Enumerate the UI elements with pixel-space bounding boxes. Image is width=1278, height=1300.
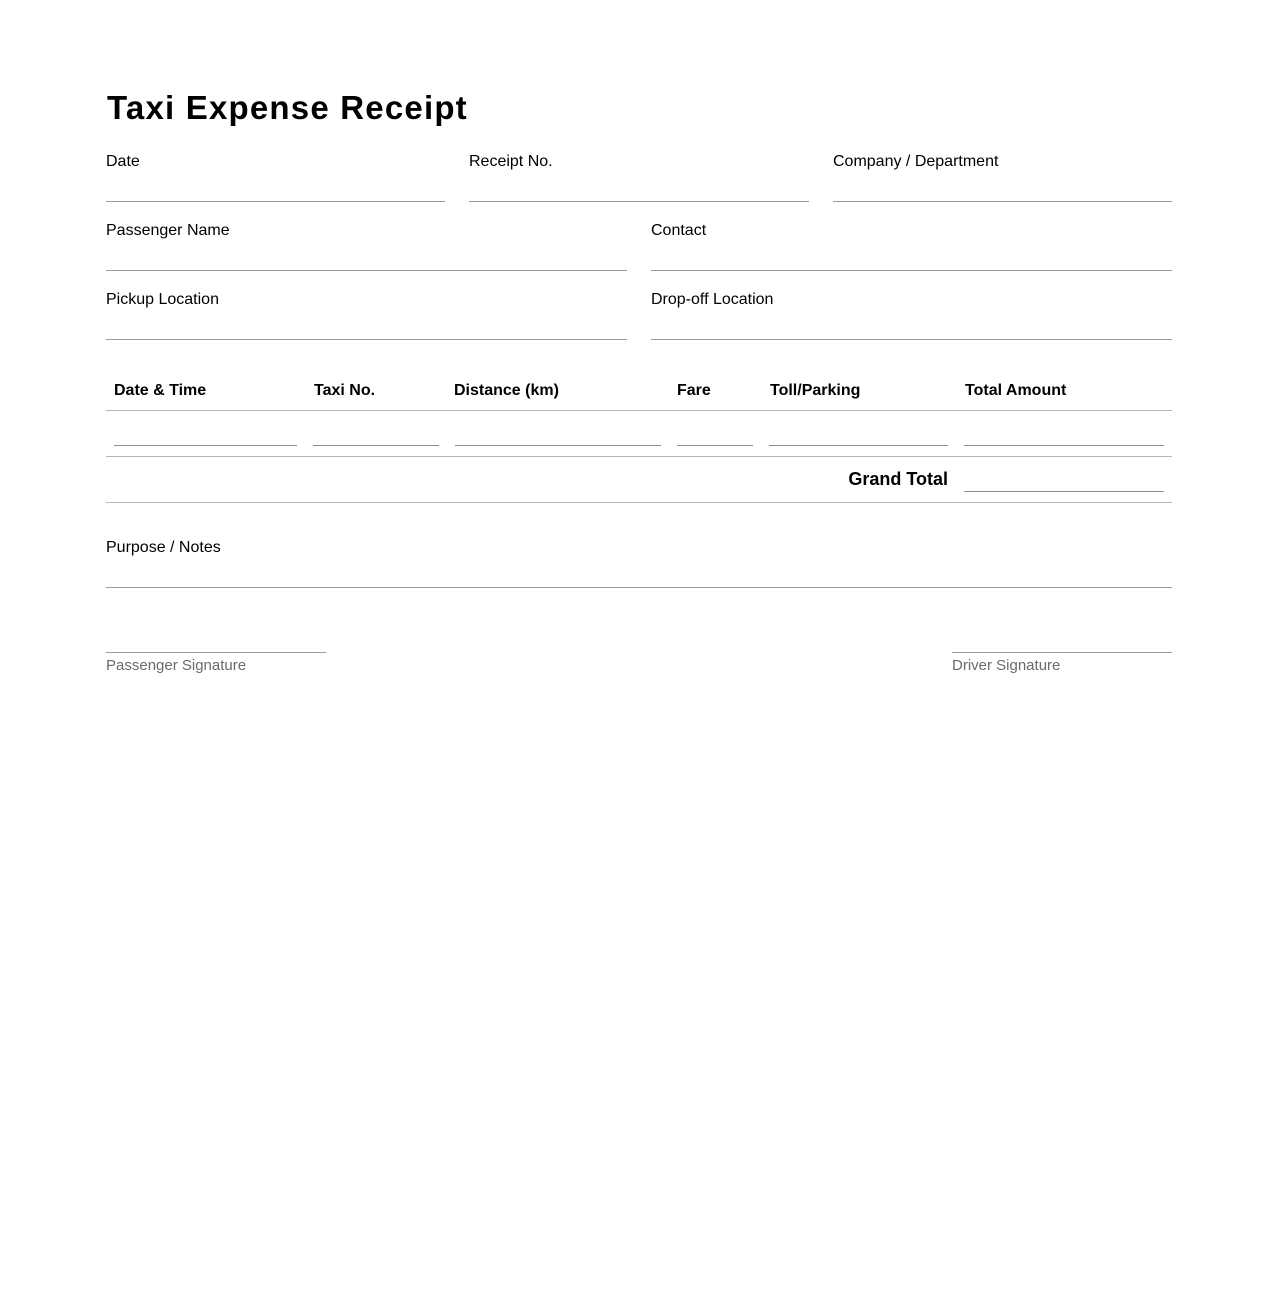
total-amount-input-line[interactable] <box>964 445 1164 446</box>
header-distance: Distance (km) <box>454 382 559 399</box>
header-total-amount: Total Amount <box>965 382 1067 399</box>
purpose-label: Purpose / Notes <box>106 539 221 556</box>
header-fare: Fare <box>677 382 711 399</box>
date-time-input-line[interactable] <box>114 445 297 446</box>
purpose-field[interactable] <box>106 538 1172 598</box>
passenger-name-field[interactable] <box>106 221 627 281</box>
dropoff-input-line[interactable] <box>651 339 1172 340</box>
date-input-line[interactable] <box>106 201 445 202</box>
table-footer-divider <box>106 502 1172 503</box>
company-field[interactable] <box>833 152 1172 212</box>
company-label: Company / Department <box>833 153 999 170</box>
taxi-no-input-line[interactable] <box>313 445 439 446</box>
pickup-input-line[interactable] <box>106 339 627 340</box>
fare-input-line[interactable] <box>677 445 753 446</box>
grand-total-label: Grand Total <box>848 469 948 489</box>
receipt-no-field[interactable] <box>469 152 809 212</box>
passenger-signature-label: Passenger Signature <box>106 657 247 674</box>
header-date-time: Date & Time <box>114 382 207 399</box>
table-row-divider <box>106 456 1172 457</box>
date-field[interactable] <box>106 152 445 212</box>
date-label: Date <box>106 153 140 170</box>
contact-input-line[interactable] <box>651 270 1172 271</box>
driver-signature-label: Driver Signature <box>952 657 1061 674</box>
page-title: Taxi Expense Receipt <box>107 89 468 126</box>
passenger-name-input-line[interactable] <box>106 270 627 271</box>
passenger-signature-line[interactable] <box>106 652 326 653</box>
grand-total-input-line[interactable] <box>964 491 1164 492</box>
table-header-divider <box>106 410 1172 411</box>
header-toll-parking: Toll/Parking <box>770 382 861 399</box>
passenger-name-label: Passenger Name <box>106 222 230 239</box>
toll-parking-input-line[interactable] <box>769 445 948 446</box>
header-taxi-no: Taxi No. <box>314 382 376 399</box>
receipt-no-input-line[interactable] <box>469 201 809 202</box>
dropoff-label: Drop-off Location <box>651 291 774 308</box>
company-input-line[interactable] <box>833 201 1172 202</box>
receipt-no-label: Receipt No. <box>469 153 553 170</box>
pickup-field[interactable] <box>106 290 627 350</box>
contact-field[interactable] <box>651 221 1172 281</box>
contact-label: Contact <box>651 222 707 239</box>
dropoff-field[interactable] <box>651 290 1172 350</box>
distance-input-line[interactable] <box>455 445 661 446</box>
purpose-input-line[interactable] <box>106 587 1172 588</box>
driver-signature-line[interactable] <box>952 652 1172 653</box>
pickup-label: Pickup Location <box>106 291 219 308</box>
